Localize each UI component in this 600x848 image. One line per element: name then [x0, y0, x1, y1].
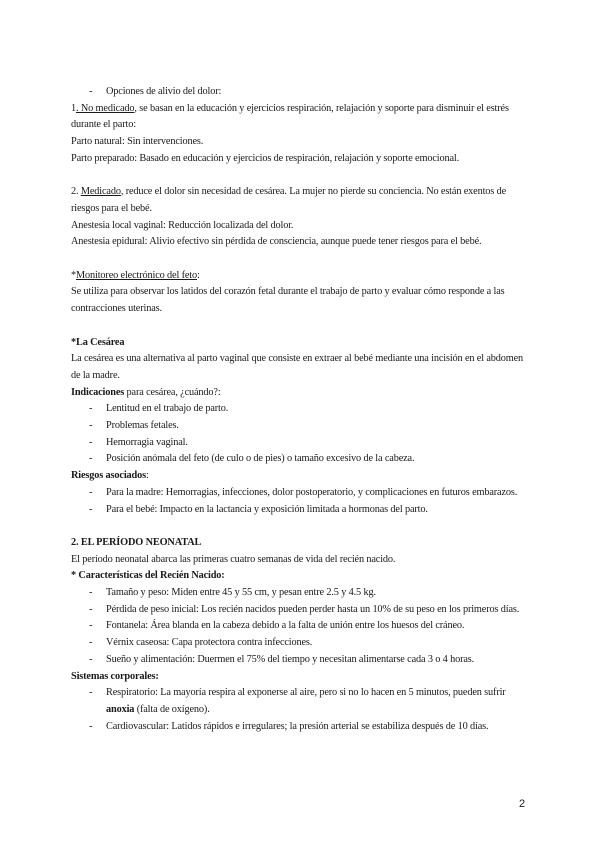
monitoreo-suffix: :: [197, 269, 200, 281]
respiratorio-text-end: (falta de oxígeno).: [134, 703, 210, 715]
page-number: 2: [519, 798, 526, 810]
document-page: [71, 84, 531, 735]
medicado-paragraph: [71, 184, 531, 217]
sistemas-title-text: Sistemas corporales:: [71, 670, 159, 682]
list-item-respiratorio: [71, 685, 531, 718]
list-item: - Hemorragia vaginal.: [71, 435, 531, 452]
sistemas-list: [71, 685, 531, 735]
monitoreo-title: Monitoreo electrónico del feto: [76, 269, 198, 281]
list-item: - Problemas fetales.: [71, 418, 531, 435]
sistemas-title: [71, 669, 531, 686]
no-medicado-label: . No medicado: [76, 102, 135, 114]
list-item: - Para el bebé: Impacto en la lactancia y exposición limitada a hormonas del parto.: [71, 502, 531, 519]
list-item: - Sueño y alimentación: Duermen el 75% del tiempo y necesitan alimentarse cada 3 o 4 horas.: [71, 652, 531, 669]
monitoreo-prefix: *: [71, 269, 76, 281]
list-item: - Fontanela: Área blanda en la cabeza debido a la falta de unión entre los huesos del cráneo.: [71, 618, 531, 635]
relief-heading: - Opciones de alivio del dolor:: [71, 84, 531, 101]
medicado-label: Medicado: [80, 186, 121, 198]
respiratorio-text: Respiratorio: La mayoría respira al exponerse al aire, pero si no lo hacen en 5 minutos, pueden sufrir: [106, 687, 506, 699]
cesarea-intro: La cesárea es una alternativa al parto vaginal que consiste en extraer al bebé mediante una incisión en el abdomen de la madre.: [71, 353, 524, 381]
caracteristicas-title: [71, 568, 531, 585]
caracteristicas-title-text: * Características del Recién Nacido:: [71, 570, 225, 582]
medicado-text: , reduce el dolor sin necesidad de cesárea. La mujer no pierde su conciencia. No están exentos de riesgos para el bebé.: [71, 186, 506, 214]
parto-natural: Parto natural: Sin intervenciones.: [71, 136, 204, 148]
relief-heading-list: [71, 84, 531, 101]
no-medicado-paragraph: [71, 101, 531, 134]
parto-preparado: Parto preparado: Basado en educación y ejercicios de respiración, relajación y soporte emocional.: [71, 152, 460, 164]
monitoreo-text: Se utiliza para observar los latidos del corazón fetal durante el trabajo de parto y evaluar cómo responde a las contracciones uterinas.: [71, 286, 505, 315]
anoxia-term: anoxia: [106, 703, 135, 715]
cesarea-title-text: *La Cesárea: [71, 336, 125, 348]
neonatal-intro: El período neonatal abarca las primeras cuatro semanas de vida del recién nacido.: [71, 553, 396, 565]
list-item: - Lentitud en el trabajo de parto.: [71, 401, 531, 418]
no-medicado-text: , se basan en la educación y ejercicios respiración, relajación y soporte para disminuir el estrés durante el parto:: [71, 102, 509, 131]
riesgos-list: [71, 485, 531, 518]
caracteristicas-list: [71, 585, 531, 669]
list-item: - Para la madre: Hemorragias, infecciones, dolor postoperatorio, y complicaciones en futuros embarazos.: [71, 485, 531, 502]
no-medicado-number: 1: [71, 102, 76, 114]
list-item: - Tamaño y peso: Miden entre 45 y 55 cm, y pesan entre 2.5 y 4.5 kg.: [71, 585, 531, 602]
list-item-cardiovascular: - Cardiovascular: Latidos rápidos e irregulares; la presión arterial se estabiliza después de 10 días.: [71, 719, 531, 736]
cesarea-title: [71, 335, 531, 352]
medicado-number: 2.: [71, 186, 81, 198]
neonatal-title: [71, 535, 531, 552]
neonatal-title-text: 2. EL PERÍODO NEONATAL: [71, 536, 202, 548]
indicaciones-list: [71, 401, 531, 468]
riesgos-heading: [71, 468, 531, 485]
riesgos-label: Riesgos asociados: [71, 470, 146, 482]
list-item: - Pérdida de peso inicial: Los recién nacidos pueden perder hasta un 10% de su peso en los primeros días.: [71, 602, 531, 619]
list-item: - Posición anómala del feto (de culo o de pies) o tamaño excesivo de la cabeza.: [71, 451, 531, 468]
monitoreo-heading: [71, 268, 531, 285]
riesgos-rest: :: [145, 470, 149, 482]
indicaciones-rest: para cesárea, ¿cuándo?:: [124, 386, 221, 398]
indicaciones-heading: [71, 385, 531, 402]
anestesia-epidural: Anestesia epidural: Alivio efectivo sin pérdida de consciencia, aunque puede tener riesgos para el bebé.: [71, 236, 482, 248]
anestesia-local: Anestesia local vaginal: Reducción localizada del dolor.: [71, 219, 294, 231]
indicaciones-label: Indicaciones: [71, 386, 125, 398]
list-item: - Vérnix caseosa: Capa protectora contra infecciones.: [71, 635, 531, 652]
